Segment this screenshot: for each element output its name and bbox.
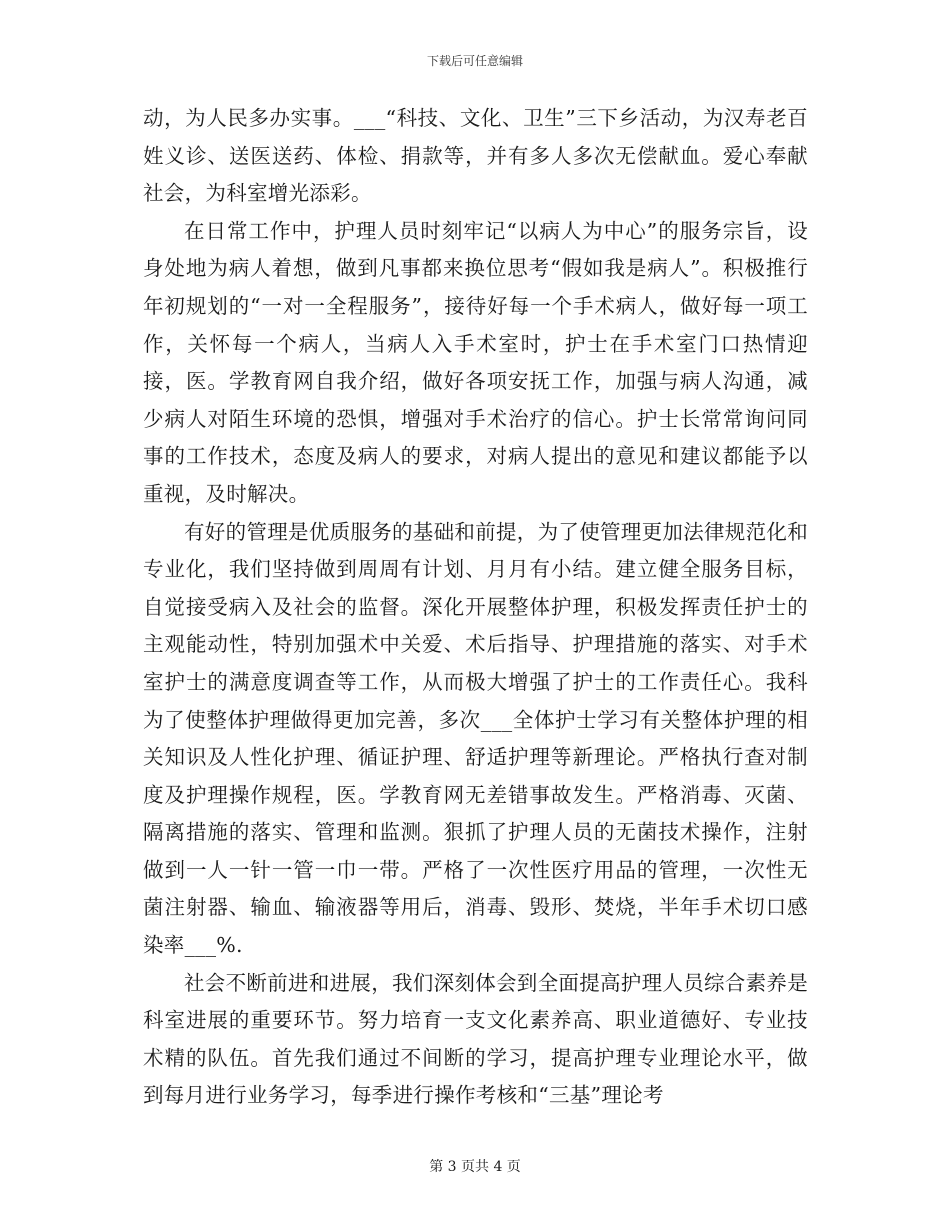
paragraph-continuation: 动，为人民多办实事。___“科技、文化、卫生”三下乡活动，为汉寿老百姓义诊、送医送药、体检、捐款等，并有多人多次无偿献血。爱心奉献社会，为科室增光添彩。 [143,106,808,206]
page-header: 下载后可任意编辑 [426,54,523,68]
paragraph-daily-work: 在日常工作中，护理人员时刻牢记“以病人为中心”的服务宗旨，设身处地为病人着想，做到凡事都来换位思考“假如我是病人”。积极推行年初规划的“一对一全程服务”，接待好每一个手术病人，做好每一项工作，关怀每一个病人，当病人入手术室时，护士在手术室门口热情迎接，医。学教育网自我介绍，做好各项安抚工作，加强与病人沟通，减少病人对陌生环境的恐惧，增强对手术治疗的信心。护士长常常询问同事的工作技术，态度及病人的要求，对病人提出的意见和建议都能予以重视，及时解决。 [143,218,808,506]
paragraph-management: 有好的管理是优质服务的基础和前提，为了使管理更加法律规范化和专业化，我们坚持做到周周有计划、月月有小结。建立健全服务目标，自觉接受病入及社会的监督。深化开展整体护理，积极发挥责任护士的主观能动性，特别加强术中关爱、术后指导、护理措施的落实、对手术室护士的满意度调查等工作，从而极大增强了护士的工作责任心。我科为了使整体护理做得更加完善，多次___全体护士学习有关整体护理的相关知识及人性化护理、循证护理、舒适护理等新理论。严格执行查对制度及护理操作规程，医。学教育网无差错事故发生。严格消毒、灭菌、隔离措施的落实、管理和监测。狠抓了护理人员的无菌技术操作，注射做到一人一针一管一巾一带。严格了一次性医疗用品的管理，一次性无菌注射器、输血、输液器等用后，消毒、毁形、焚烧，半年手术切口感染率___%. [143,519,808,958]
page-footer: 第 3 页共 4 页 [429,1159,521,1175]
document-body [143,100,808,1115]
paragraph-training: 社会不断前进和进展，我们深刻体会到全面提高护理人员综合素养是科室进展的重要环节。努力培育一支文化素养高、职业道德好、专业技术精的队伍。首先我们通过不间断的学习，提高护理专业理论水平，做到每月进行业务学习，每季进行操作考核和“三基”理论考 [143,970,808,1108]
